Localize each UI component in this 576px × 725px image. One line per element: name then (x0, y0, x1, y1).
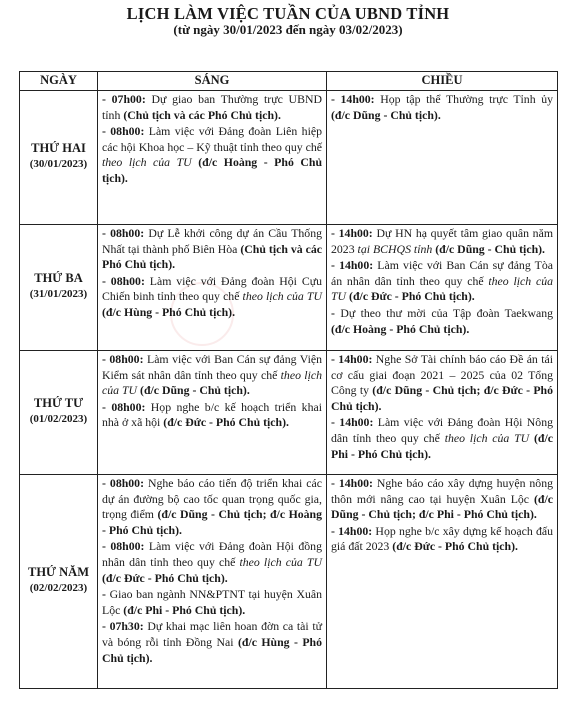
entry-time: - 08h00: (102, 352, 144, 366)
schedule-entry (331, 92, 553, 123)
entry-assignee: (đ/c Dũng - Chủ tịch; đ/c Đức - Phó Chủ tịch). (331, 383, 554, 413)
schedule-entry (331, 226, 553, 257)
schedule-entry (331, 306, 553, 337)
entry-assignee: (đ/c Phi - Phó Chủ tịch). (331, 430, 553, 461)
entry-italic: theo lịch của TU (331, 273, 553, 304)
schedule-entry (102, 619, 322, 666)
entry-assignee: (đ/c Hùng - Phó Chủ tịch). (102, 634, 322, 665)
entry-time: - 08h00: (102, 273, 145, 288)
column-header-morning: SÁNG (98, 72, 327, 91)
entry-text: Dự giao ban Thường trực UBND tỉnh (102, 92, 322, 122)
entry-text: Dự theo thư mời của Tập đoàn Taekwang (334, 305, 553, 320)
entry-assignee: (đ/c Hùng - Phó Chủ tịch). (102, 304, 236, 319)
entry-assignee: (đ/c Đức - Phó Chủ tịch). (102, 570, 228, 585)
schedule-table (19, 71, 558, 689)
entry-assignee: (Chủ tịch và các Phó Chủ tịch). (102, 241, 322, 272)
schedule-entry (331, 415, 553, 462)
entry-text: Nghe Sở Tài chính báo cáo Đề án tái cơ cấu giai đoạn 2021 – 2025 của 02 Tổng Công ty (331, 352, 553, 398)
day-date: (01/02/2023) (29, 413, 88, 425)
table-row (20, 475, 558, 689)
entry-time: - 14h00: (331, 476, 373, 490)
entry-time: - 08h00: (102, 539, 145, 554)
day-cell (20, 91, 98, 225)
entry-assignee: (đ/c Phi - Phó Chủ tịch). (123, 602, 246, 617)
entry-time: - 08h00: (102, 124, 145, 139)
afternoon-cell (327, 475, 558, 689)
entry-time: - 08h00: (102, 399, 146, 414)
schedule-entry (102, 400, 322, 431)
entry-assignee: (đ/c Hoàng - Phó Chủ tịch). (331, 321, 470, 336)
day-cell (20, 225, 98, 351)
entry-text: Họp tập thể Thường trực Tỉnh ủy (374, 92, 553, 106)
schedule-entry (102, 587, 322, 618)
schedule-entry (102, 352, 322, 399)
entry-assignee: (đ/c Dũng - Chủ tịch; đ/c Phi - Phó Chủ tịch). (331, 491, 553, 522)
afternoon-cell (327, 351, 558, 475)
entry-italic: theo lịch của TU (239, 554, 322, 569)
entry-time: - 14h00: (331, 258, 374, 273)
entry-text: Làm việc với Đảng đoàn Liên hiệp các hội Khoa học – Kỹ thuật tỉnh theo quy chế (102, 124, 322, 154)
entry-assignee: (đ/c Đức - Phó Chủ tịch). (349, 289, 475, 304)
entry-assignee: (đ/c Đức - Phó Chủ tịch). (163, 415, 289, 430)
entry-italic: theo lịch của TU (102, 367, 322, 398)
entry-text: Làm việc với Ban Cán sự đảng Viện Kiểm sát nhân dân tỉnh theo quy chế (102, 352, 322, 382)
entry-time: - (102, 587, 106, 602)
entry-text: Nghe báo cáo xây dựng huyện nông thôn mới nâng cao tại huyện Xuân Lộc (331, 476, 553, 506)
schedule-entry (102, 476, 322, 538)
morning-cell (98, 475, 327, 689)
entry-text: Làm việc với Đảng đoàn Hội Cựu Chiến binh tỉnh theo quy chế (102, 273, 322, 304)
entry-time: - 14h00: (331, 92, 375, 106)
schedule-entry (102, 539, 322, 586)
schedule-entry (102, 124, 322, 186)
schedule-entry (331, 476, 553, 523)
entry-time: - 07h00: (102, 92, 146, 106)
morning-cell (98, 351, 327, 475)
day-name: THỨ HAI (31, 141, 86, 156)
entry-time: - 14h00: (331, 352, 373, 366)
entry-time: - 14h00: (331, 415, 374, 430)
entry-time: - 14h00: (331, 226, 373, 240)
entry-italic: theo lịch của TU (242, 289, 322, 304)
entry-assignee: (đ/c Dũng - Chủ tịch). (435, 241, 546, 256)
entry-text: Dự HN hạ quyết tâm giao quân năm 2023 (331, 226, 553, 256)
entry-text: Họp nghe b/c kế hoạch triển khai nhà ở xã hội (102, 399, 322, 430)
entry-text: Làm việc với Đảng đoàn Hội Nông dân tỉnh theo quy chế (331, 415, 553, 445)
page-title: LỊCH LÀM VIỆC TUẦN CỦA UBND TỈNH (126, 4, 450, 23)
column-header-day: NGÀY (20, 72, 98, 91)
schedule-entry (102, 274, 322, 321)
entry-time: - 07h30: (102, 619, 144, 634)
entry-assignee: (đ/c Dũng - Chủ tịch). (140, 383, 250, 398)
entry-text: Làm việc với Đảng đoàn Hội đồng nhân dân tỉnh theo quy chế (102, 539, 322, 569)
entry-assignee: (Chủ tịch và các Phó Chủ tịch). (123, 107, 281, 122)
entry-italic: theo lịch của TU (444, 430, 530, 445)
entry-assignee: (đ/c Dũng - Chủ tịch). (331, 107, 441, 122)
entry-text: Làm việc với Ban Cán sự đảng Tòa án nhân dân tỉnh theo quy chế (331, 258, 553, 288)
entry-text: Dự khai mạc liên hoan đờn ca tài tử và bóng rỗi tỉnh Đồng Nai (102, 619, 322, 649)
day-cell (20, 351, 98, 475)
schedule-entry (331, 524, 553, 555)
day-date: (02/02/2023) (29, 582, 88, 594)
morning-cell (98, 91, 327, 225)
entry-time: - 08h00: (102, 476, 144, 490)
afternoon-cell (327, 91, 558, 225)
day-name: THỨ NĂM (28, 565, 89, 580)
entry-assignee: (đ/c Hoàng - Phó Chủ tịch). (102, 155, 323, 185)
column-header-afternoon: CHIỀU (327, 72, 558, 91)
entry-text: Giao ban ngành NN&PTNT tại huyện Xuân Lộc (102, 587, 322, 617)
day-date: (31/01/2023) (29, 288, 88, 300)
entry-text: Dự Lễ khởi công dự án Cầu Thống Nhất tại thành phố Biên Hòa (102, 226, 322, 256)
table-row (20, 351, 558, 475)
schedule-entry (102, 226, 322, 273)
day-date: (30/01/2023) (29, 158, 88, 170)
entry-assignee: (đ/c Đức - Phó Chủ tịch). (392, 539, 518, 554)
day-name: THỨ BA (34, 271, 83, 286)
entry-time: - 08h00: (102, 226, 145, 240)
entry-text: Họp nghe b/c xây dựng kế hoạch đấu giá đất 2023 (331, 523, 553, 554)
entry-time: - 14h00: (331, 523, 373, 538)
schedule-entry (102, 92, 322, 123)
table-row (20, 225, 558, 351)
afternoon-cell (327, 225, 558, 351)
schedule-entry (331, 258, 553, 305)
entry-italic: tại BCHQS tỉnh (357, 241, 433, 256)
entry-assignee: (đ/c Dũng - Chủ tịch; đ/c Hoàng - Phó Chủ tịch). (102, 507, 322, 537)
morning-cell (98, 225, 327, 351)
entry-italic: theo lịch của TU (102, 155, 192, 170)
date-range-subtitle: (từ ngày 30/01/2023 đến ngày 03/02/2023) (173, 22, 403, 37)
table-row (20, 91, 558, 225)
schedule-entry (331, 352, 553, 414)
entry-time: - (331, 305, 335, 320)
day-cell (20, 475, 98, 689)
day-name: THỨ TƯ (33, 396, 84, 411)
entry-text: Nghe báo cáo tiến độ triển khai các dự án đường bộ cao tốc quan trọng quốc gia, trọng điểm (102, 476, 322, 522)
